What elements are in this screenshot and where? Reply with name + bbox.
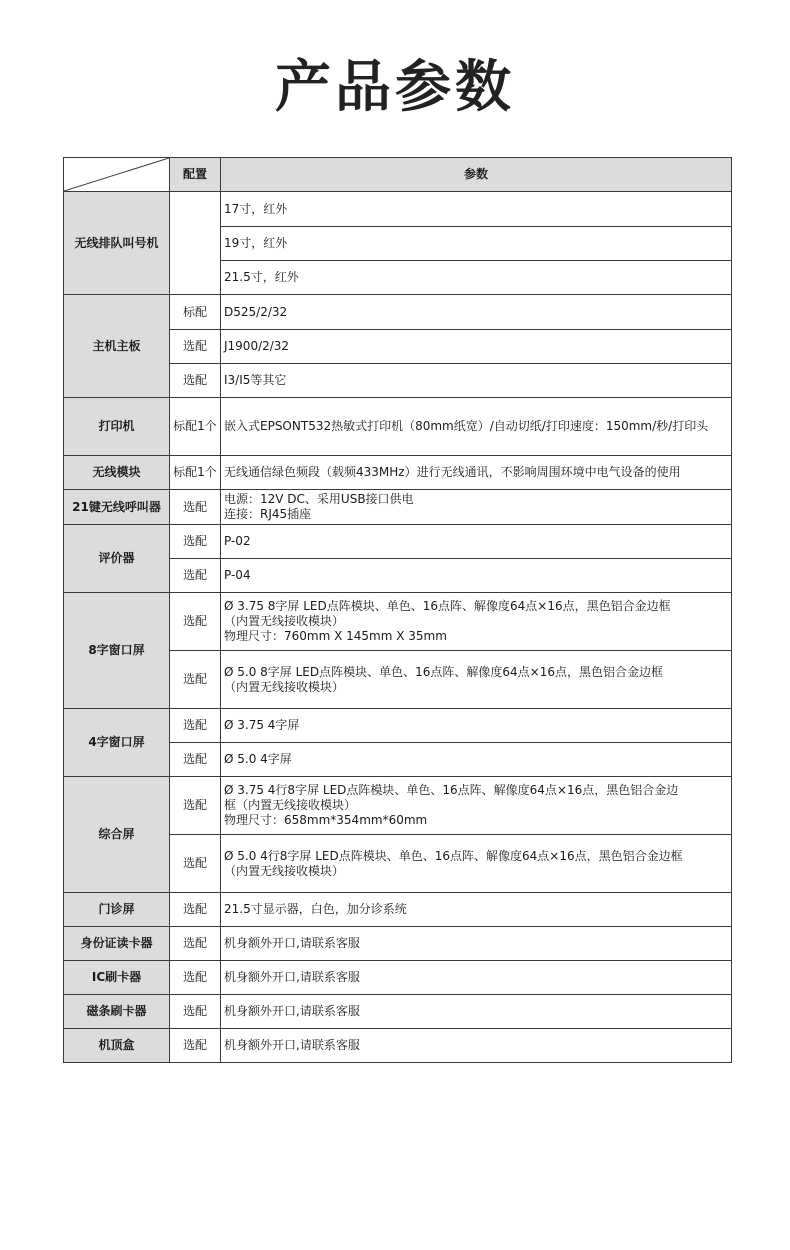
table-row [64, 525, 732, 559]
category-cell: 身份证读卡器 [64, 927, 170, 961]
config-cell: 选配 [170, 559, 221, 593]
config-cell: 标配1个 [170, 398, 221, 456]
header-config: 配置 [170, 158, 221, 192]
param-line: Ø 5.0 4行8字屏 LED点阵模块、单色、16点阵、解像度64点×16点，黑色铝合金边框 [224, 848, 683, 863]
param-line: 机身额外开口,请联系客服 [224, 936, 360, 950]
param-line: Ø 3.75 4行8字屏 LED点阵模块、单色、16点阵、解像度64点×16点，黑色铝合金边 [224, 783, 679, 797]
spec-table-body [64, 158, 732, 1063]
param-line: 21.5寸，红外 [224, 270, 299, 284]
param-line: 19寸，红外 [224, 236, 288, 250]
config-cell: 选配 [170, 995, 221, 1029]
table-row [64, 927, 732, 961]
table-row [64, 456, 732, 490]
config-cell [170, 192, 221, 295]
param-cell [221, 743, 732, 777]
param-line: I3/I5等其它 [224, 373, 287, 387]
param-line: 物理尺寸：760mm X 145mm X 35mm [224, 629, 447, 643]
table-row [64, 398, 732, 456]
page-title: 产品参数 [275, 55, 515, 120]
config-cell: 选配 [170, 709, 221, 743]
category-cell: 4字窗口屏 [64, 709, 170, 777]
table-row [64, 295, 732, 330]
category-cell: 主机主板 [64, 295, 170, 398]
param-line: （内置无线接收模块） [224, 614, 345, 628]
config-cell: 选配 [170, 330, 221, 364]
param-line: 电源：12V DC、采用USB接口供电 [224, 492, 414, 506]
param-line: （内置无线接收模块） [224, 679, 345, 694]
param-line: 框（内置无线接收模块） [224, 798, 357, 812]
param-line: P-02 [224, 534, 251, 548]
param-cell [221, 1029, 732, 1063]
category-cell: 磁条刷卡器 [64, 995, 170, 1029]
param-line: 机身额外开口,请联系客服 [224, 970, 360, 984]
config-cell: 选配 [170, 525, 221, 559]
param-cell [221, 398, 732, 456]
param-line: 17寸，红外 [224, 201, 288, 216]
config-cell: 选配 [170, 893, 221, 927]
param-cell [221, 651, 732, 709]
header-row [64, 158, 732, 192]
param-line: Ø 3.75 8字屏 LED点阵模块、单色、16点阵、解像度64点×16点，黑色铝合金边框 [224, 599, 671, 613]
config-cell: 选配 [170, 364, 221, 398]
param-cell [221, 330, 732, 364]
category-cell: 机顶盒 [64, 1029, 170, 1063]
table-row [64, 893, 732, 927]
param-cell [221, 227, 732, 261]
param-line: （内置无线接收模块） [224, 863, 345, 878]
param-line: 21.5寸显示器，白色，加分诊系统 [224, 902, 407, 916]
param-line: 无线通信绿色频段（载频433MHz）进行无线通讯，不影响周围环境中电气设备的使用 [224, 465, 681, 479]
param-line: 物理尺寸：658mm*354mm*60mm [224, 813, 428, 827]
category-cell: 打印机 [64, 398, 170, 456]
param-line: Ø 5.0 4字屏 [224, 752, 292, 766]
config-cell: 选配 [170, 593, 221, 651]
category-cell: 评价器 [64, 525, 170, 593]
param-line: 连接：RJ45插座 [224, 507, 312, 521]
param-cell [221, 927, 732, 961]
table-row [64, 593, 732, 651]
param-cell [221, 295, 732, 330]
config-cell: 选配 [170, 651, 221, 709]
config-cell: 选配 [170, 835, 221, 893]
config-cell: 选配 [170, 490, 221, 525]
category-cell: 21键无线呼叫器 [64, 490, 170, 525]
param-cell [221, 559, 732, 593]
category-cell: 无线模块 [64, 456, 170, 490]
table-row [64, 995, 732, 1029]
category-cell: 综合屏 [64, 777, 170, 893]
param-cell [221, 490, 732, 525]
param-cell [221, 961, 732, 995]
corner-cell [64, 158, 170, 192]
param-line: D525/2/32 [224, 304, 288, 319]
category-cell: IC刷卡器 [64, 961, 170, 995]
config-cell: 选配 [170, 777, 221, 835]
config-cell: 选配 [170, 927, 221, 961]
param-line: J1900/2/32 [224, 339, 290, 353]
config-cell: 标配 [170, 295, 221, 330]
param-cell [221, 456, 732, 490]
param-cell [221, 835, 732, 893]
param-line: 机身额外开口,请联系客服 [224, 1004, 360, 1018]
category-cell: 无线排队叫号机 [64, 192, 170, 295]
category-cell: 8字窗口屏 [64, 593, 170, 709]
table-row [64, 777, 732, 835]
param-line: P-04 [224, 568, 251, 582]
table-row [64, 709, 732, 743]
param-cell [221, 893, 732, 927]
header-params: 参数 [221, 158, 732, 192]
param-cell [221, 261, 732, 295]
category-cell: 门诊屏 [64, 893, 170, 927]
param-cell [221, 777, 732, 835]
param-cell [221, 709, 732, 743]
table-row [64, 490, 732, 525]
diagonal-line-icon [64, 158, 169, 191]
table-row [64, 1029, 732, 1063]
config-cell: 标配1个 [170, 456, 221, 490]
param-cell [221, 364, 732, 398]
config-cell: 选配 [170, 743, 221, 777]
config-cell: 选配 [170, 961, 221, 995]
param-cell [221, 525, 732, 559]
param-line: 嵌入式EPSONT532热敏式打印机（80mm纸宽）/自动切纸/打印速度：150mm/秒/打印头 [224, 419, 709, 433]
param-line: Ø 5.0 8字屏 LED点阵模块、单色、16点阵、解像度64点×16点，黑色铝合金边框 [224, 664, 663, 679]
table-row [64, 192, 732, 227]
table-row [64, 961, 732, 995]
param-cell [221, 192, 732, 227]
param-cell [221, 593, 732, 651]
param-line: 机身额外开口,请联系客服 [224, 1038, 360, 1052]
param-cell [221, 995, 732, 1029]
param-line: Ø 3.75 4字屏 [224, 718, 300, 732]
spec-table [63, 157, 732, 1063]
config-cell: 选配 [170, 1029, 221, 1063]
